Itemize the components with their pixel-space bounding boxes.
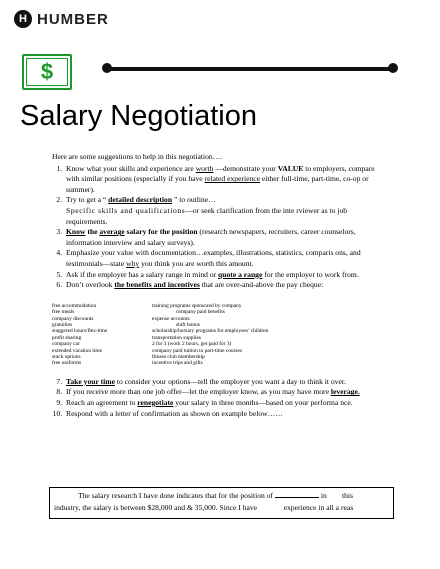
benefit-item: free meals	[52, 309, 75, 316]
list-item: 6. Don’t overlook the benefits and incentives that are over-and-above the pay cheque:	[64, 280, 380, 291]
benefit-item: gratuities	[52, 321, 73, 328]
benefit-item: fitness club membership	[152, 353, 205, 360]
list-item: 10. Respond with a letter of confirmation as shown on example below……	[64, 409, 380, 420]
benefits-list	[52, 303, 380, 367]
benefit-item: shift bonus	[176, 321, 200, 328]
list-item: 9. Reach an agreement to renegotiate your salary in three months—based on your performa nce.	[64, 398, 380, 409]
list-item: 1. Know what your skills and experience are worth —demonstrate your VALUE to employers, compare with similar positions (especially if you have related experience either full-time, part-time, co-op or summer).	[64, 164, 380, 196]
position-blank	[275, 490, 319, 498]
page-title: Salary Negotiation	[20, 100, 257, 132]
document-body	[40, 152, 380, 419]
list-item: 4. Emphasize your value with documentation…examples, illustrations, statistics, comparis ons, and testimonials—state why you think you are worth this amount.	[64, 248, 380, 269]
humber-logo-text: HUMBER	[37, 10, 109, 28]
suggestion-list-continued	[40, 377, 380, 419]
header-rule	[106, 67, 393, 71]
list-item: 3. Know the average salary for the position (research newspapers, recruiters, career counselors, information interview and salary surveys).	[64, 227, 380, 248]
list-item: 2. Try to get a “ detailed description ” to outline… Specific skills and qualifications—or seek clarification from the inte rviewer as to job requirements.	[64, 195, 380, 227]
benefit-item: free accommodation	[52, 302, 97, 309]
dollar-sign: $	[26, 58, 68, 86]
benefit-item: 2 for 3 (work 2 hours, get paid for 3)	[152, 341, 232, 348]
benefit-item: transportation supplies	[152, 334, 201, 341]
benefit-item: company discounts	[52, 315, 94, 322]
benefit-item: company paid benefits	[176, 309, 225, 316]
example-line-1: The salary research I have done indicates that for the position of in this	[78, 491, 353, 500]
suggestion-list	[40, 164, 380, 291]
list-item: 8. If you receive more than one job offer—let the employer know, as you may have more leverage.	[64, 387, 380, 398]
rule-endpoint-left	[102, 63, 112, 73]
benefit-item: company paid tuition to part-time courses	[152, 347, 242, 354]
benefit-item: expense accounts	[152, 315, 190, 322]
intro-text: Here are some suggestions to help in this negotiation….	[52, 152, 223, 161]
benefit-item: scholarship/bursary programs for employees’ children	[152, 328, 269, 335]
benefit-item: profit sharing	[52, 334, 82, 341]
benefit-item: incentive trips and gifts	[152, 360, 203, 367]
example-letter-box	[49, 487, 394, 519]
benefit-item: stock options	[52, 353, 81, 360]
benefit-item: training programs sponsored by company	[152, 302, 242, 309]
list-item: 5. Ask if the employer has a salary range in mind or quote a range for the employer to work from.	[64, 270, 380, 281]
humber-logo	[14, 10, 109, 28]
benefit-item: extended vacation time	[52, 347, 102, 354]
example-line-2: industry, the salary is between $28,000 and & 35,000. Since I have experience in all a reas	[54, 503, 354, 512]
list-item: 7. Take your time to consider your options—tell the employer you want a day to think it over.	[64, 377, 380, 388]
benefit-item: staggered hours/flex-time	[52, 328, 108, 335]
humber-logo-mark: H	[14, 10, 32, 28]
benefit-item: company car	[52, 341, 80, 348]
dollar-bill-icon	[22, 54, 72, 90]
rule-endpoint-right	[388, 63, 398, 73]
benefit-item: free uniforms	[52, 360, 82, 367]
